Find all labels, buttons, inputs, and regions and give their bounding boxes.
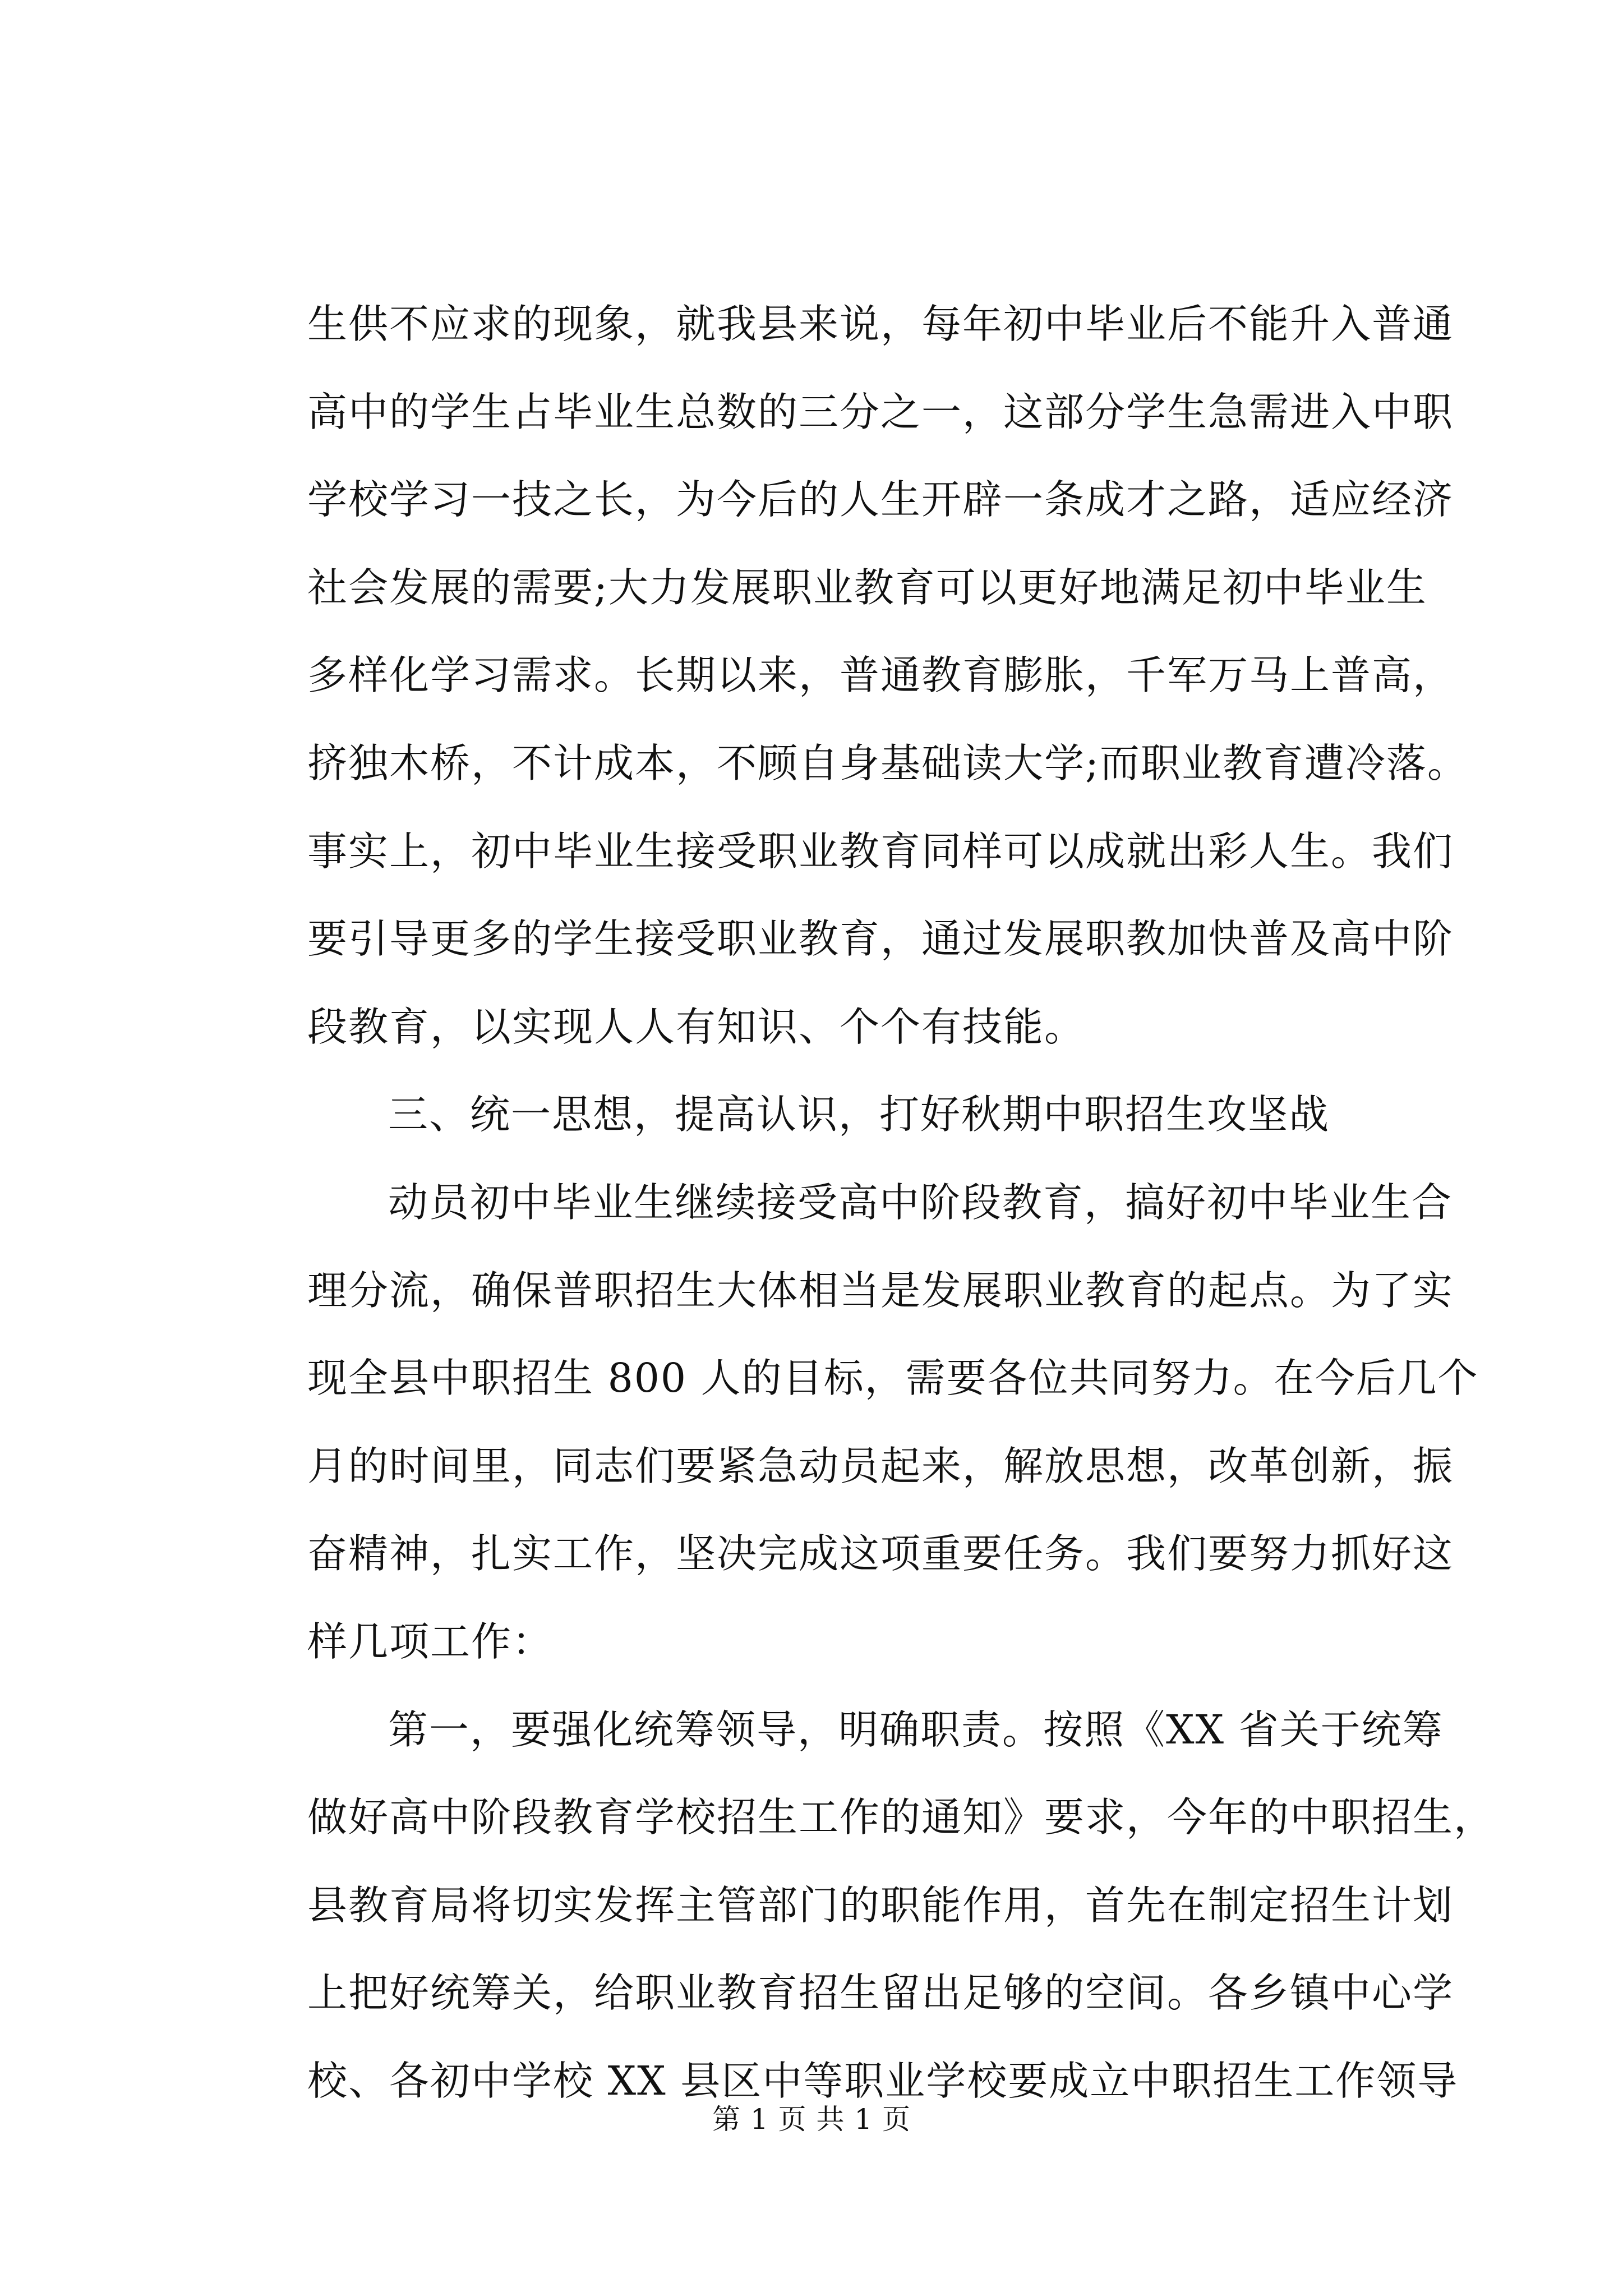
text-line: 事实上，初中毕业生接受职业教育同样可以成就出彩人生。我们 <box>307 827 1454 875</box>
text-line: 高中的学生占毕业生总数的三分之一，这部分学生急需进入中职 <box>307 388 1454 435</box>
text-line: 现全县中职招生 800 人的目标，需要各位共同努力。在今后几个 <box>307 1355 1479 1402</box>
text-line: 上把好统筹关，给职业教育招生留出足够的空间。各乡镇中心学 <box>307 1970 1454 2017</box>
text-line: 要引导更多的学生接受职业教育，通过发展职教加快普及高中阶 <box>307 915 1454 963</box>
text-line: 生供不应求的现象，就我县来说，每年初中毕业后不能升入普通 <box>307 301 1454 347</box>
text-line: 挤独木桥，不计成本，不顾自身基础读大学;而职业教育遭冷落。 <box>307 739 1468 786</box>
text-line: 社会发展的需要;大力发展职业教育可以更好地满足初中毕业生 <box>307 564 1427 611</box>
section-heading: 三、统一思想，提高认识，打好秋期中职招生攻坚战 <box>388 1091 1330 1138</box>
text-line: 月的时间里，同志们要紧急动员起来，解放思想，改革创新，振 <box>307 1442 1454 1489</box>
text-line: 段教育，以实现人人有知识、个个有技能。 <box>307 1003 1086 1050</box>
page-number-footer: 第 1 页 共 1 页 <box>712 2103 911 2136</box>
text-line: 做好高中阶段教育学校招生工作的通知》要求，今年的中职招生， <box>307 1794 1495 1841</box>
text-line: 学校学习一技之长，为今后的人生开辟一条成才之路，适应经济 <box>307 476 1454 523</box>
text-line: 校、各初中学校 XX 县区中等职业学校要成立中职招生工作领导 <box>307 2057 1459 2104</box>
text-line: 奋精神，扎实工作，坚决完成这项重要任务。我们要努力抓好这 <box>307 1530 1454 1577</box>
text-line: 县教育局将切实发挥主管部门的职能作用，首先在制定招生计划 <box>307 1881 1454 1929</box>
text-line: 样几项工作： <box>307 1618 554 1665</box>
text-line: 动员初中毕业生继续接受高中阶段教育，搞好初中毕业生合 <box>388 1179 1453 1226</box>
text-line: 理分流，确保普职招生大体相当是发展职业教育的起点。为了实 <box>307 1267 1454 1314</box>
text-line: 多样化学习需求。长期以来，普通教育膨胀，千军万马上普高， <box>307 652 1454 699</box>
document-body <box>307 280 1495 2125</box>
text-line: 第一，要强化统筹领导，明确职责。按照《XX 省关于统筹 <box>388 1706 1444 1753</box>
